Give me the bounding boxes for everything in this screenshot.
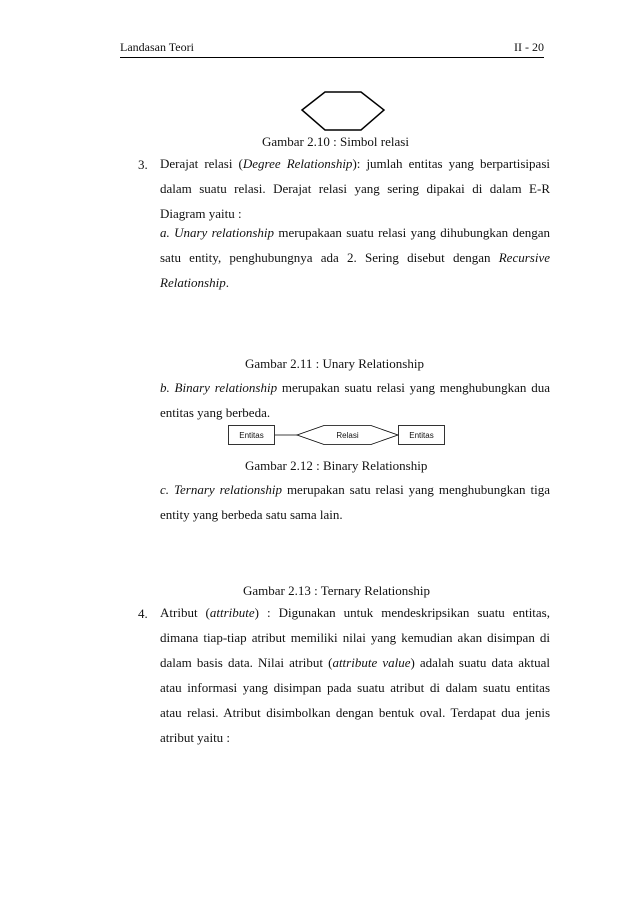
figure-2-11-caption: Gambar 2.11 : Unary Relationship: [245, 356, 424, 371]
relation-diamond-symbol: [300, 90, 386, 134]
item-3-term: Degree Relationship: [242, 156, 353, 171]
item-3-text-b: ): jumlah entitas yang berpartisipasi dalam suatu relasi. Derajat relasi yang sering dipakai di dalam E-R Diagram yaitu :: [160, 156, 550, 221]
sub-c-paragraph: [160, 477, 550, 527]
item-4-text-c: ) adalah suatu data aktual atau informasi yang disimpan pada suatu atribut di dalam suatu entitas atau relasi. Atribut disimbolkan dengan bentuk oval. Terdapat dua jenis atribut yaitu :: [160, 655, 550, 745]
header-rule: [120, 57, 544, 58]
entity-right-label: Entitas: [409, 431, 434, 440]
sub-a-paragraph: [160, 220, 550, 295]
sub-b-text: merupakan suatu relasi yang menghubungkan dua entitas yang berbeda.: [160, 380, 550, 420]
sub-a-term2: Recursive Relationship: [160, 250, 550, 290]
sub-c-term: c. Ternary relationship: [160, 482, 282, 497]
sub-b-paragraph: [160, 375, 550, 425]
relation-label: Relasi: [336, 431, 359, 440]
sub-a-term: a. Unary relationship: [160, 225, 275, 240]
item-4-term2: attribute value: [332, 655, 411, 670]
header-right: II - 20: [514, 40, 544, 54]
item-4-marker: 4.: [138, 606, 148, 621]
item-4-term: attribute: [209, 605, 255, 620]
figure-2-12-caption: Gambar 2.12 : Binary Relationship: [245, 458, 428, 473]
item-3-text-a: Derajat relasi (: [160, 156, 243, 171]
figure-2-10-caption: Gambar 2.10 : Simbol relasi: [262, 134, 409, 149]
figure-2-13-caption: Gambar 2.13 : Ternary Relationship: [243, 583, 430, 598]
item-3-paragraph: [160, 151, 550, 226]
item-4-text-b: ) : Digunakan untuk mendeskripsikan suatu entitas, dimana tiap-tiap atribut memiliki nilai yang kemudian akan disimpan di dalam basis data. Nilai atribut (: [160, 605, 550, 670]
sub-a-end: .: [225, 275, 229, 290]
item-4-text-a: Atribut (: [160, 605, 210, 620]
sub-b-term: b. Binary relationship: [160, 380, 278, 395]
entity-left-label: Entitas: [239, 431, 264, 440]
item-3-marker: 3.: [138, 157, 148, 172]
sub-c-text: merupakan satu relasi yang menghubungkan tiga entity yang berbeda satu sama lain.: [160, 482, 550, 522]
item-4-paragraph: [160, 600, 550, 750]
header-left: Landasan Teori: [120, 40, 194, 54]
sub-a-text: merupakaan suatu relasi yang dihubungkan dengan satu entity, penghubungnya ada 2. Sering disebut dengan: [160, 225, 550, 265]
